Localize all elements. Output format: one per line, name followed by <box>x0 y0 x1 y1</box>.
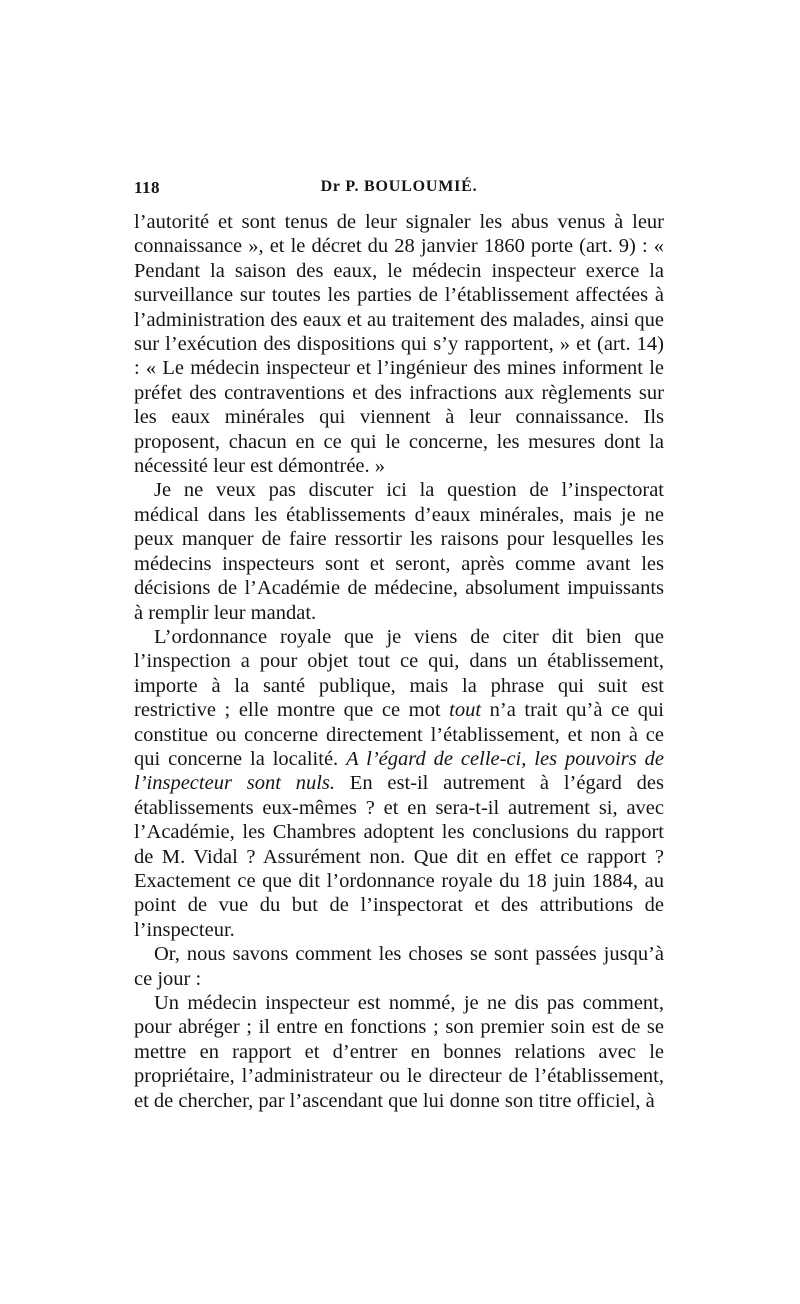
paragraph-1 <box>134 210 664 478</box>
page-header <box>134 178 664 202</box>
book-page <box>134 178 664 1113</box>
paragraph-2 <box>134 478 664 624</box>
text-segment: Or, nous savons comment les choses se sont passées jusqu’à ce jour : <box>134 943 664 990</box>
page-number: 118 <box>134 178 161 197</box>
text-segment: L’ordonnance royale que je viens de citer dit bien que l’inspection a pour objet tout ce qui, dans un établissement, importe à la santé publique, mais la phrase qui suit est restrictive ; elle montre que ce mot <box>134 625 664 722</box>
paragraph-5 <box>134 991 664 1113</box>
italic-segment: tout <box>449 699 482 722</box>
paragraph-4 <box>134 942 664 991</box>
text-segment: n’a trait qu’à ce qui constitue ou concerne directement l’établissement, et non à ce qui concerne la localité. <box>134 699 665 770</box>
italic-segment: A l’égard de celle-ci, les pouvoirs de l’inspecteur sont nuls. <box>134 747 664 795</box>
text-segment: l’autorité et sont tenus de leur signaler les abus venus à leur connaissance », et le décret du 28 janvier 1860 porte (art. 9) : « Pendant la saison des eaux, le médecin inspecteur exerce la surveillance sur toutes les parties de l’établissement affectées à l’administration des eaux et au traitement des malades, ainsi que sur l’exécution des dispositions qui s’y rapportent, » et (art. 14) : « Le médecin inspecteur et l’ingénieur des mines informent le préfet des contraventions et des infractions aux règlements sur les eaux minérales qui viennent à leur connaissance. Ils proposent, chacun en ce qui le concerne, les mesures dont la nécessité leur est démontrée. » <box>134 211 664 478</box>
paragraph-3 <box>134 625 664 942</box>
text-segment: Un médecin inspecteur est nommé, je ne dis pas comment, pour abréger ; il entre en fonctions ; son premier soin est de se mettre en rapport et d’entrer en bonnes relations avec le propriétaire, l’administrateur ou le directeur de l’établissement, et de chercher, par l’ascendant que lui donne son titre officiel, à <box>134 992 664 1112</box>
text-segment: En est-il autrement à l’égard des établissements eux-mêmes ? et en sera-t-il autrement si, avec l’Académie, les Chambres adoptent les conclusions du rapport de M. Vidal ? Assurément non. Que dit en effet ce rapport ? Exactement ce que dit l’ordonnance royale du 18 juin 1884, au point de vue du but de l’inspectorat et des attributions de l’inspecteur. <box>134 772 664 941</box>
text-segment: Je ne veux pas discuter ici la question de l’inspectorat médical dans les établissements d’eaux minérales, mais je ne peux manquer de faire ressortir les raisons pour lesquelles les médecins inspecteurs sont et seront, après comme avant les décisions de l’Académie de médecine, absolument impuissants à remplir leur mandat. <box>134 479 664 624</box>
running-head: Dr P. BOULOUMIÉ. <box>320 178 478 195</box>
